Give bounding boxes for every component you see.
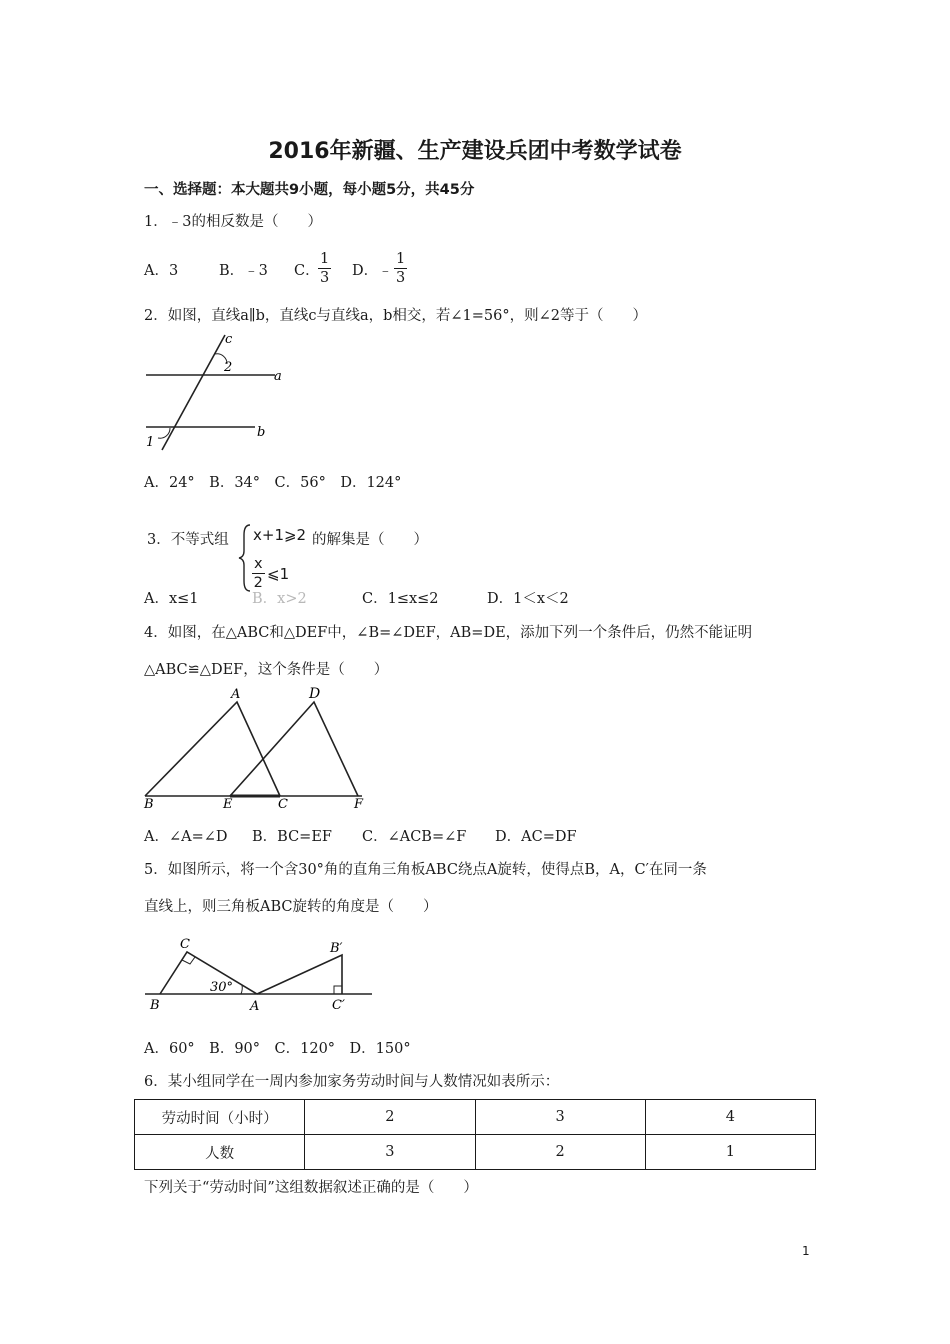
table-cell: 2 [475, 1135, 645, 1170]
q1-option-a: A．3 [144, 263, 179, 279]
q2-options: A．24° B．34° C．56° D．124° [144, 475, 402, 491]
label-F: F [354, 797, 364, 812]
label-30-degrees: 30° [210, 980, 234, 995]
label-D: D [309, 686, 321, 702]
q2-figure-parallel-lines [140, 330, 290, 455]
table-cell: 人数 [135, 1135, 305, 1170]
q4-option-c: C．∠ACB=∠F [362, 829, 467, 845]
q1-option-c-fraction [318, 250, 331, 287]
q1-option-d-fraction [394, 250, 407, 287]
label-C: C [180, 937, 190, 952]
question-3-stem-end: 的解集是（ ） [312, 532, 428, 548]
page-title: 2016年新疆、生产建设兵团中考数学试卷 [268, 139, 682, 164]
q1-option-d-label: D．﹣ [352, 263, 393, 279]
label-angle-1: 1 [146, 435, 155, 450]
label-A: A [231, 687, 241, 702]
labor-time-table [134, 1099, 816, 1170]
q5-figure-rotation [140, 932, 380, 1017]
q4-option-d: D．AC=DF [495, 829, 577, 845]
table-row [135, 1100, 816, 1135]
q4-figure-triangles [140, 684, 375, 814]
inequality-line-2-relation: ⩽1 [267, 565, 290, 583]
label-angle-2: 2 [224, 360, 233, 375]
q3-option-a: A．x≤1 [144, 591, 199, 607]
label-B: B [144, 797, 154, 812]
section-heading: 一、选择题：本大题共9小题，每小题5分，共45分 [144, 182, 475, 198]
triangle-abc [145, 702, 280, 796]
fraction-denominator: 2 [253, 575, 263, 591]
question-2-stem: 2．如图，直线a∥b，直线c与直线a，b相交，若∠1=56°，则∠2等于（ ） [144, 308, 647, 324]
q3-option-d: D．1＜x＜2 [487, 591, 569, 607]
question-5-stem-line-2: 直线上，则三角板ABC旋转的角度是（ ） [144, 899, 438, 915]
label-E: E [223, 797, 233, 812]
angle-1-arc [158, 428, 170, 438]
table-cell: 3 [475, 1100, 645, 1135]
q3-option-b: B．x>2 [252, 591, 307, 607]
q1-option-c-label: C． [294, 263, 320, 279]
triangle-def [230, 702, 358, 796]
question-4-stem-line-1: 4．如图，在△ABC和△DEF中，∠B=∠DEF，AB=DE，添加下列一个条件后，仍然不能证明 [144, 625, 753, 641]
line-c [162, 335, 225, 450]
q4-option-b: B．BC=EF [252, 829, 332, 845]
page-number: 1 [802, 1244, 810, 1258]
question-5-stem-line-1: 5．如图所示，将一个含30°角的直角三角板ABC绕点A旋转，使得点B，A，C′在同一条 [144, 862, 707, 878]
q5-options: A．60° B．90° C．120° D．150° [144, 1041, 411, 1057]
fraction-numerator: 1 [396, 251, 406, 267]
question-4-stem-line-2: △ABC≌△DEF，这个条件是（ ） [144, 662, 389, 678]
question-6-followup: 下列关于“劳动时间”这组数据叙述正确的是（ ） [144, 1180, 478, 1196]
angle-30-arc [241, 985, 242, 994]
label-A: A [250, 999, 260, 1014]
table-cell: 2 [305, 1100, 475, 1135]
fraction-denominator: 3 [396, 270, 406, 286]
table-cell: 4 [645, 1100, 815, 1135]
question-3-stem-start: 3．不等式组 [147, 532, 229, 548]
label-C-prime: C′ [332, 998, 345, 1013]
label-C: C [278, 797, 288, 812]
label-B: B [150, 998, 160, 1013]
fraction-numerator: 1 [320, 251, 330, 267]
q4-option-a: A．∠A=∠D [144, 829, 228, 845]
inequality-line-1: x+1⩾2 [253, 526, 307, 544]
table-row [135, 1135, 816, 1170]
table-cell: 劳动时间（小时） [135, 1100, 305, 1135]
q1-option-b: B．﹣3 [219, 263, 268, 279]
label-a: a [274, 369, 282, 384]
q3-option-c: C．1≤x≤2 [362, 591, 439, 607]
table-cell: 1 [645, 1135, 815, 1170]
table-cell: 3 [305, 1135, 475, 1170]
label-b: b [257, 425, 266, 440]
fraction-numerator: x [254, 556, 263, 572]
label-c: c [225, 332, 233, 347]
label-B-prime: B′ [330, 941, 343, 956]
question-1-stem: 1．﹣3的相反数是（ ） [144, 214, 322, 230]
triangle-ab-prime-c-prime [257, 955, 342, 994]
left-brace-icon [238, 523, 252, 593]
right-angle-mark-c-prime [334, 986, 342, 994]
question-6-stem: 6．某小组同学在一周内参加家务劳动时间与人数情况如表所示： [144, 1074, 560, 1090]
fraction-denominator: 3 [320, 270, 330, 286]
